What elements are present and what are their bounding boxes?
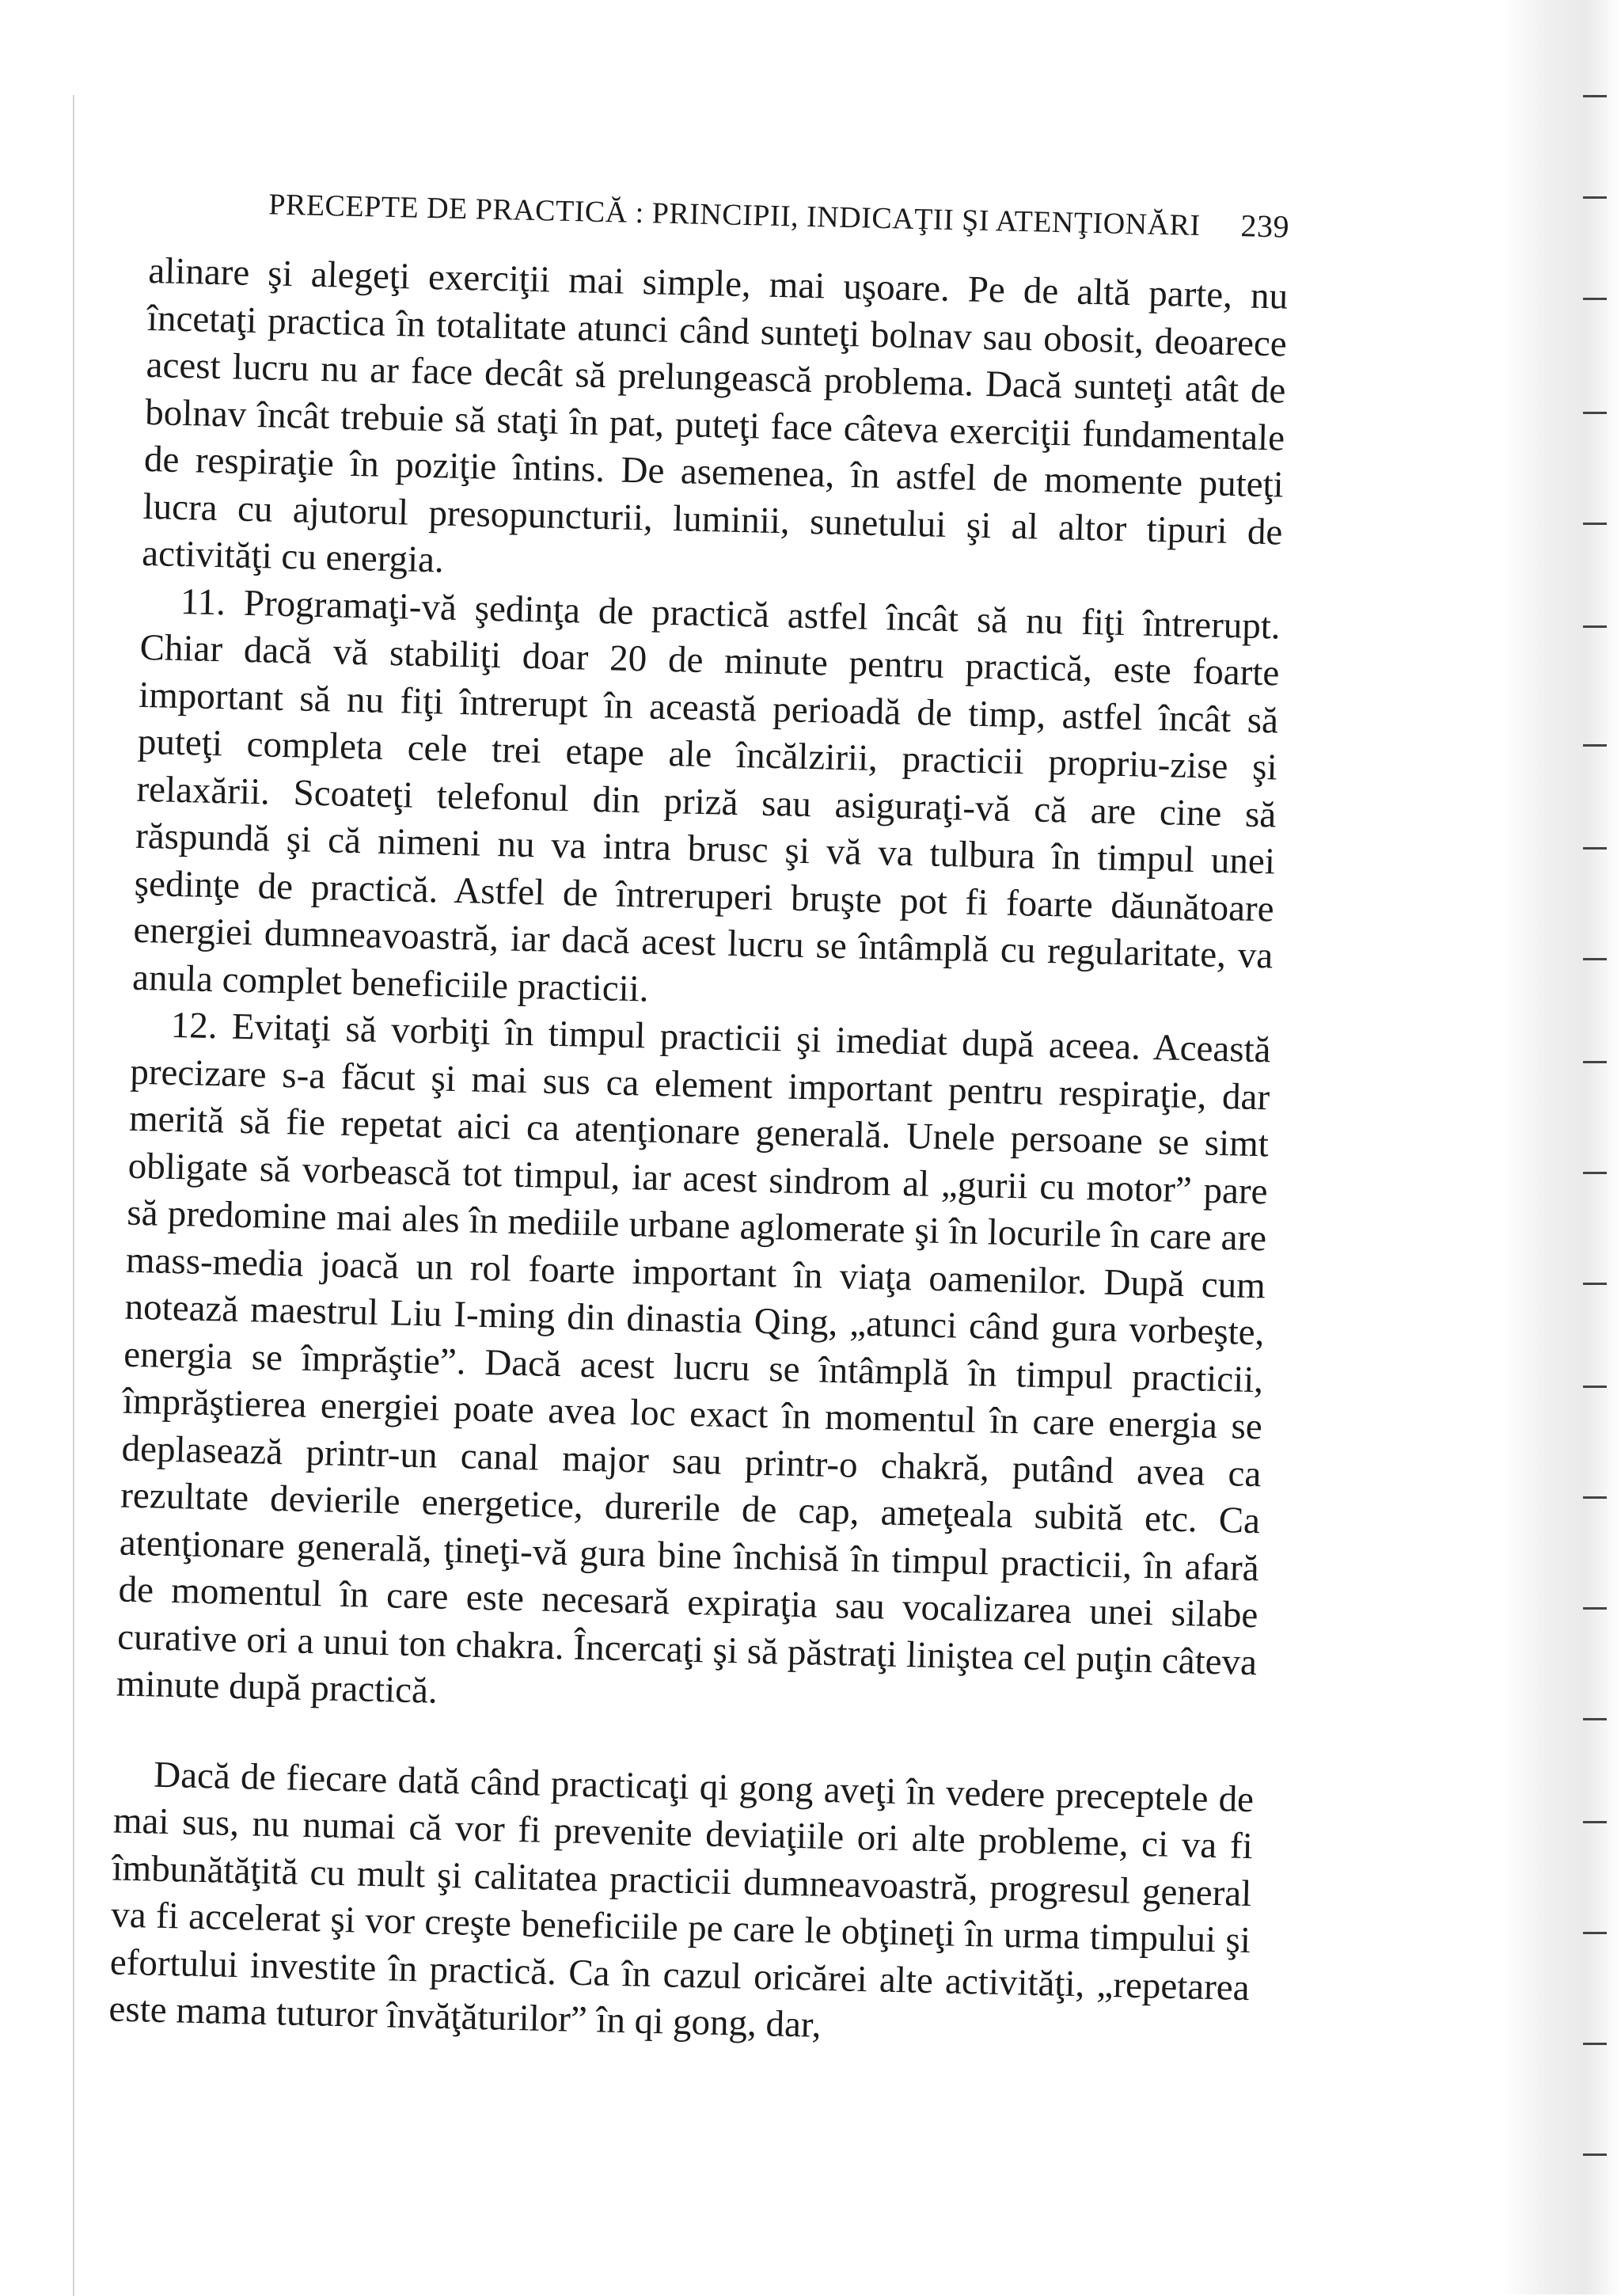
edge-mark [1583,625,1607,628]
paragraph-precept-12: 12. Evitaţi să vorbiţi în timpul practicii şi imediat după aceea. Această precizare s-a făcut şi mai sus ca element important pentru respiraţie, dar merită să fie repetat aici ca atenţionare generală. Unele persoane se simt obligate să vorbească tot timpul, iar acest sindrom al „gurii cu motor” pare să predomine mai ales în mediile urbane aglomerate şi în locurile în care are mass-media joacă un rol foarte important în viaţa oamenilor. După cum notează maestrul Liu I-ming din dinastia Qing, „atunci când gura vorbeşte, energia se împrăştie”. Dacă acest lucru se întâmplă în timpul practicii, împrăştierea energiei poate avea loc exact în momentul în care energia se deplasează printr-un canal major sau printr-o chakră, putând avea ca rezultate devierile energetice, durerile de cap, ameţeala subită etc. Ca atenţionare generală, ţineţi-vă gura bine închisă în timpul practicii, în afară de momentul în care este necesară expiraţia sau vocalizarea unei silabe curative ori a unui ton chakra. Încercaţi şi să păstraţi liniştea cel puţin câteva minute după practică. [116,1004,1272,1712]
edge-mark [1583,298,1607,300]
edge-mark [1583,1607,1607,1610]
edge-mark [1583,744,1607,747]
edge-mark [1583,1386,1607,1388]
edge-mark [1583,958,1607,960]
edge-mark [1583,2153,1607,2156]
edge-mark [1583,1172,1607,1174]
edge-mark [1583,847,1607,850]
chapter-title: PRECEPTE DE PRACTICĂ : PRINCIPII, INDICAŢII ŞI ATENŢIONĂRI [268,188,1202,243]
paragraph-continued: alinare şi alegeţi exerciţii mai simple, mai uşoare. Pe de altă parte, nu încetaţi practica în totalitate atunci când sunteţi bolnav sau obosit, deoarece acest lucru nu ar face decât să prelungească problema. Dacă sunteţi atât de bolnav încât trebuie să staţi în pat, puteţi face câteva exerciţii fundamentale de respiraţie în poziţie întins. De asemenea, în astfel de momente puteţi lucra cu ajutorul presopuncturii, luminii, sunetului şi al altor tipuri de activităţi cu energia. [141,249,1289,581]
edge-mark [1583,523,1607,525]
paragraph-conclusion: Dacă de fiecare dată când practicaţi qi gong aveţi în vedere preceptele de mai sus, nu numai că vor fi prevenite deviaţiile ori alte probleme, ci va fi îmbunătăţită cu mult şi calitatea practicii dumneavoastră, progresul general va fi accelerat şi vor creşte beneficiile pe care le obţineţi în urma timpului şi efortului investite în practică. Ca în cazul oricărei alte activităţi, „repetarea este mama tuturor învăţăturilor” în qi gong, dar, [108,1754,1255,2046]
edge-mark [1583,1496,1607,1499]
edge-mark [1583,95,1607,97]
edge-mark [1583,1061,1607,1063]
scan-left-rule [73,95,74,2296]
edge-mark [1583,196,1607,199]
paragraph-precept-11: 11. Programaţi-vă şedinţa de practică astfel încât să nu fiţi întrerupt. Chiar dacă vă stabiliţi doar 20 de minute pentru practică, este foarte important să nu fiţi întrerupt în această perioadă de timp, astfel încât să puteţi completa cele trei etape ale încălzirii, practicii propriu-zise şi relaxării. Scoateţi telefonul din priză sau asiguraţi-vă că are cine să răspundă şi că nimeni nu va intra brusc şi vă va tulbura în timpul unei şedinţe de practică. Astfel de întreruperi bruşte pot fi foarte dăunătoare energiei dumneavoastră, iar dacă acest lucru se întâmplă cu regularitate, va anula complet beneficiile practicii. [131,580,1281,1010]
edge-mark [1583,1821,1607,1823]
edge-mark [1583,1932,1607,1934]
body-text [108,248,1289,2059]
edge-mark [1583,1718,1607,1720]
book-page [108,182,1290,2059]
edge-mark [1583,1283,1607,1285]
page-number: 239 [1240,207,1290,245]
edge-mark [1583,2043,1607,2045]
scan-page-edge [1502,0,1621,2294]
edge-mark [1583,412,1607,414]
running-header [268,184,1290,245]
